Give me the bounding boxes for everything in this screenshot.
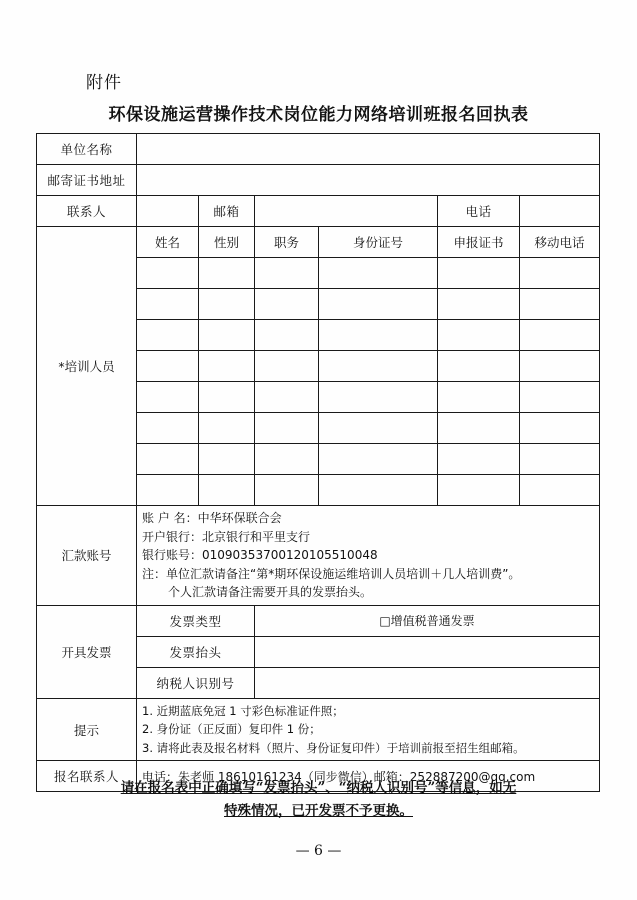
trainee-col-gender: 性别 bbox=[199, 227, 255, 258]
tips-line-1: 1. 近期蓝底免冠 1 寸彩色标准证件照； bbox=[142, 703, 344, 718]
remit-account-label: 汇款账号 bbox=[37, 506, 137, 606]
mail-address-label: 邮寄证书地址 bbox=[37, 165, 137, 196]
trainee-cell[interactable] bbox=[137, 289, 199, 320]
tips-line-2: 2. 身份证（正反面）复印件 1 份； bbox=[142, 722, 321, 737]
phone-label: 电话 bbox=[438, 196, 520, 227]
trainee-cell[interactable] bbox=[438, 258, 520, 289]
trainee-cell[interactable] bbox=[438, 351, 520, 382]
unit-name-value[interactable] bbox=[137, 134, 600, 165]
trainee-cell[interactable] bbox=[137, 320, 199, 351]
invoice-type-checkbox[interactable]: □增值税普通发票 bbox=[255, 605, 600, 636]
trainee-cell[interactable] bbox=[255, 444, 319, 475]
contact-person-value[interactable] bbox=[137, 196, 199, 227]
trainee-cell[interactable] bbox=[520, 444, 600, 475]
trainee-cell[interactable] bbox=[520, 413, 600, 444]
signup-contact-value: 电话：朱老师 18610161234（同步微信）邮箱：252887200@qq.com bbox=[137, 761, 600, 792]
trainee-cell[interactable] bbox=[137, 351, 199, 382]
remit-line-note: 注：单位汇款请备注“第*期环保设施运维培训人员培训＋几人培训费”。 bbox=[142, 566, 521, 581]
footer-warning-line-1: 请在报名表中正确填写“发票抬头”、“纳税人识别号”等信息，如无 bbox=[120, 780, 517, 796]
trainee-cell[interactable] bbox=[199, 351, 255, 382]
email-value[interactable] bbox=[255, 196, 438, 227]
invoice-section-label: 开具发票 bbox=[37, 605, 137, 698]
remit-account-details bbox=[137, 506, 600, 606]
tips-line-3: 3. 请将此表及报名材料（照片、身份证复印件）于培训前报至招生组邮箱。 bbox=[142, 740, 525, 755]
trainee-cell[interactable] bbox=[319, 258, 438, 289]
table-row bbox=[37, 134, 600, 165]
trainee-cell[interactable] bbox=[199, 444, 255, 475]
taxpayer-id-label: 纳税人识别号 bbox=[137, 667, 255, 698]
tips-content bbox=[137, 698, 600, 760]
trainee-cell[interactable] bbox=[255, 289, 319, 320]
invoice-title-value[interactable] bbox=[255, 636, 600, 667]
trainee-cell[interactable] bbox=[199, 382, 255, 413]
trainee-cell[interactable] bbox=[520, 320, 600, 351]
trainee-col-certificate: 申报证书 bbox=[438, 227, 520, 258]
trainee-cell[interactable] bbox=[255, 258, 319, 289]
attachment-label: 附件 bbox=[86, 73, 122, 93]
trainee-cell[interactable] bbox=[319, 351, 438, 382]
trainee-cell[interactable] bbox=[137, 258, 199, 289]
trainee-cell[interactable] bbox=[255, 475, 319, 506]
trainee-cell[interactable] bbox=[255, 413, 319, 444]
remit-line-note-personal: 个人汇款请备注需要开具的发票抬头。 bbox=[168, 585, 373, 600]
trainee-cell[interactable] bbox=[438, 413, 520, 444]
invoice-title-label: 发票抬头 bbox=[137, 636, 255, 667]
trainee-col-name: 姓名 bbox=[137, 227, 199, 258]
trainee-cell[interactable] bbox=[520, 475, 600, 506]
trainee-cell[interactable] bbox=[319, 320, 438, 351]
trainee-cell[interactable] bbox=[319, 289, 438, 320]
trainee-cell[interactable] bbox=[137, 444, 199, 475]
tips-label: 提示 bbox=[37, 698, 137, 760]
footer-warning-note bbox=[0, 777, 637, 823]
trainee-section-label: *培训人员 bbox=[37, 227, 137, 506]
registration-form-table bbox=[36, 133, 600, 792]
trainee-cell[interactable] bbox=[520, 258, 600, 289]
trainee-col-position: 职务 bbox=[255, 227, 319, 258]
trainee-cell[interactable] bbox=[319, 382, 438, 413]
trainee-cell[interactable] bbox=[255, 351, 319, 382]
trainee-cell[interactable] bbox=[199, 289, 255, 320]
trainee-cell[interactable] bbox=[137, 382, 199, 413]
trainee-header-row bbox=[37, 227, 600, 258]
unit-name-label: 单位名称 bbox=[37, 134, 137, 165]
trainee-cell[interactable] bbox=[520, 382, 600, 413]
trainee-col-mobile: 移动电话 bbox=[520, 227, 600, 258]
trainee-cell[interactable] bbox=[319, 413, 438, 444]
remit-line-account-number: 银行账号：01090353700120105510048 bbox=[142, 548, 378, 563]
page-number: — 6 — bbox=[295, 843, 342, 859]
page-title: 环保设施运营操作技术岗位能力网络培训班报名回执表 bbox=[108, 105, 529, 125]
trainee-cell[interactable] bbox=[255, 382, 319, 413]
remit-line-bank: 开户银行：北京银行和平里支行 bbox=[142, 529, 311, 544]
tips-row bbox=[37, 698, 600, 760]
trainee-cell[interactable] bbox=[438, 475, 520, 506]
table-row bbox=[37, 605, 600, 636]
email-label: 邮箱 bbox=[199, 196, 255, 227]
contact-person-label: 联系人 bbox=[37, 196, 137, 227]
table-row bbox=[37, 165, 600, 196]
trainee-cell[interactable] bbox=[319, 444, 438, 475]
taxpayer-id-value[interactable] bbox=[255, 667, 600, 698]
trainee-cell[interactable] bbox=[520, 289, 600, 320]
phone-value[interactable] bbox=[520, 196, 600, 227]
trainee-cell[interactable] bbox=[199, 475, 255, 506]
trainee-cell[interactable] bbox=[520, 351, 600, 382]
trainee-cell[interactable] bbox=[199, 413, 255, 444]
trainee-cell[interactable] bbox=[438, 289, 520, 320]
trainee-cell[interactable] bbox=[199, 258, 255, 289]
trainee-cell[interactable] bbox=[199, 320, 255, 351]
trainee-cell[interactable] bbox=[255, 320, 319, 351]
table-row bbox=[37, 196, 600, 227]
trainee-cell[interactable] bbox=[137, 475, 199, 506]
trainee-cell[interactable] bbox=[438, 320, 520, 351]
remit-line-account-name: 账 户 名：中华环保联合会 bbox=[142, 511, 282, 525]
invoice-type-label: 发票类型 bbox=[137, 605, 255, 636]
trainee-cell[interactable] bbox=[137, 413, 199, 444]
trainee-cell[interactable] bbox=[438, 444, 520, 475]
footer-warning-line-2: 特殊情况，已开发票不予更换。 bbox=[224, 802, 413, 819]
mail-address-value[interactable] bbox=[137, 165, 600, 196]
remit-account-row bbox=[37, 506, 600, 606]
trainee-col-idnumber: 身份证号 bbox=[319, 227, 438, 258]
trainee-cell[interactable] bbox=[438, 382, 520, 413]
signup-contact-label: 报名联系人 bbox=[37, 761, 137, 792]
trainee-cell[interactable] bbox=[319, 475, 438, 506]
